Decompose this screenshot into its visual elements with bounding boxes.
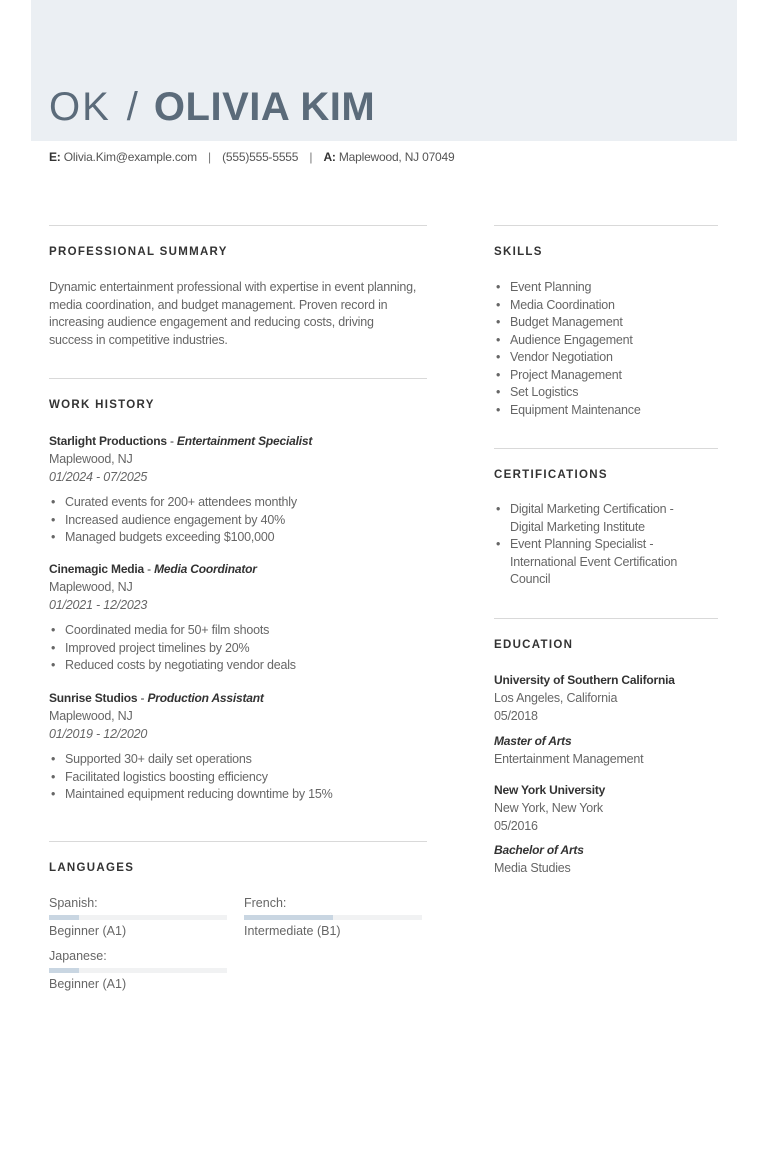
certifications-list [494,501,699,589]
section-divider [494,225,718,226]
job-role: Media Coordinator [154,562,257,576]
list-item: • Set Logistics [494,384,718,402]
education-location: Los Angeles, California [494,691,618,705]
language-level: Beginner (A1) [49,924,127,938]
language-proficiency-fill [49,968,79,973]
job-bullets [49,751,419,804]
job-dates: 01/2024 - 07/2025 [49,470,148,484]
summary-heading: PROFESSIONAL SUMMARY [49,246,228,258]
language-proficiency-bar [49,968,227,973]
contact-line [49,150,454,164]
language-proficiency-bar [244,915,422,920]
education-school: University of Southern California [494,673,675,687]
list-item: • Reduced costs by negotiating vendor deals [49,657,419,675]
work-history-heading: WORK HISTORY [49,399,155,411]
list-item: • Event Planning Specialist - International Event Certification Council [494,536,699,589]
skills-heading: SKILLS [494,246,543,258]
list-item: • Project Management [494,367,718,385]
job-title-line [49,691,264,705]
list-item: • Curated events for 200+ attendees monthly [49,494,419,512]
contact-divider: | [208,150,211,164]
page-title [49,82,375,132]
list-item: • Improved project timelines by 20% [49,640,419,658]
full-name: OLIVIA KIM [153,85,376,129]
job-title-line [49,562,257,576]
name-initials: OK [49,85,111,129]
job-role: Entertainment Specialist [176,434,313,448]
job-company: Sunrise Studios [49,691,138,705]
job-company: Starlight Productions [49,434,167,448]
education-degree: Master of Arts [494,734,572,748]
language-name: French: [244,896,287,910]
summary-text: Dynamic entertainment professional with expertise in event planning, media coordination, and budget management. Proven record in increasing audience engagement and reducing costs, driving success in competitive industries. [49,280,417,347]
email-link[interactable]: Olivia.Kim@example.com [63,150,197,164]
job-location: Maplewood, NJ [49,709,133,723]
job-dash: - [166,434,177,448]
education-field: Media Studies [494,861,571,875]
job-dash: - [144,562,155,576]
job-company: Cinemagic Media [49,562,145,576]
list-item: • Event Planning [494,279,718,297]
address-text: Maplewood, NJ 07049 [338,150,455,164]
education-location: New York, New York [494,801,603,815]
address-label: A: [323,150,336,164]
education-school: New York University [494,783,606,797]
language-proficiency-fill [49,915,79,920]
section-divider [49,225,427,226]
skills-list [494,279,718,419]
job-bullets [49,494,419,547]
job-role: Production Assistant [147,691,264,705]
list-item: • Coordinated media for 50+ film shoots [49,622,419,640]
job-title-line [49,434,312,448]
language-level: Intermediate (B1) [244,924,341,938]
job-dates: 01/2019 - 12/2020 [49,727,148,741]
list-item: • Vendor Negotiation [494,349,718,367]
education-field: Entertainment Management [494,752,644,766]
list-item: • Audience Engagement [494,332,718,350]
job-dash: - [137,691,148,705]
job-location: Maplewood, NJ [49,580,133,594]
language-level: Beginner (A1) [49,977,127,991]
list-item: • Increased audience engagement by 40% [49,512,419,530]
name-separator: / [126,85,138,129]
section-divider [494,448,718,449]
education-degree: Bachelor of Arts [494,843,584,857]
list-item: • Managed budgets exceeding $100,000 [49,529,419,547]
certifications-heading: CERTIFICATIONS [494,469,608,481]
education-heading: EDUCATION [494,639,574,651]
section-divider [49,841,427,842]
language-proficiency-fill [244,915,333,920]
job-location: Maplewood, NJ [49,452,133,466]
section-divider [49,378,427,379]
list-item: • Supported 30+ daily set operations [49,751,419,769]
list-item: • Equipment Maintenance [494,402,718,420]
list-item: • Media Coordination [494,297,718,315]
list-item: • Facilitated logistics boosting efficiency [49,769,419,787]
education-date: 05/2016 [494,819,538,833]
languages-heading: LANGUAGES [49,862,135,874]
job-bullets [49,622,419,675]
language-name: Spanish: [49,896,98,910]
language-proficiency-bar [49,915,227,920]
language-name: Japanese: [49,949,107,963]
education-date: 05/2018 [494,709,538,723]
list-item: • Maintained equipment reducing downtime by 15% [49,786,419,804]
phone-number: (555)555-5555 [222,150,299,164]
list-item: • Budget Management [494,314,718,332]
email-label: E: [49,150,61,164]
section-divider [494,618,718,619]
contact-divider: | [309,150,313,164]
job-dates: 01/2021 - 12/2023 [49,598,148,612]
list-item: • Digital Marketing Certification - Digital Marketing Institute [494,501,699,536]
